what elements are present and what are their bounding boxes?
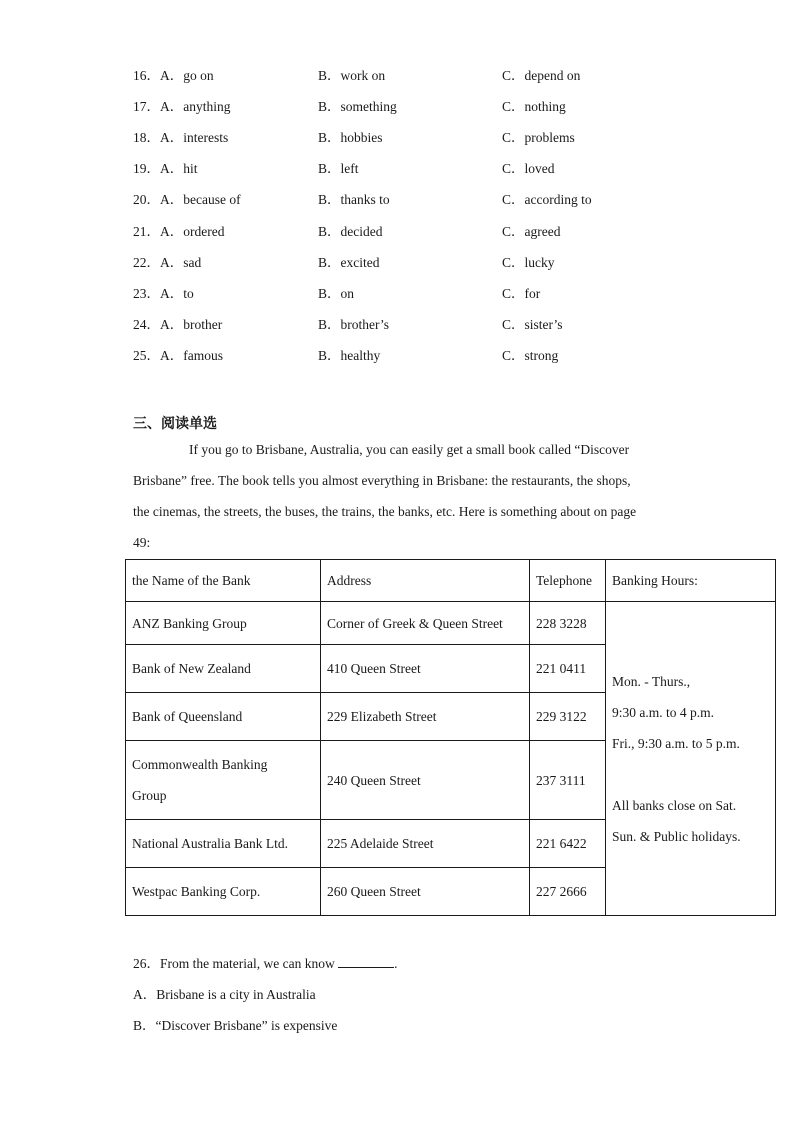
option-19-c: C．loved (502, 161, 555, 176)
hours-line-1: Mon. - Thurs., (612, 673, 691, 689)
option-row-18 (133, 128, 693, 148)
question-stem-text: 26．From the material, we can know (133, 956, 335, 971)
passage-line-4: 49: (133, 535, 151, 550)
option-17-b: B．something (318, 99, 397, 114)
hours-line-5: Sun. & Public holidays. (612, 828, 741, 844)
header-hours: Banking Hours: (606, 560, 776, 602)
bank-telephone: 229 3122 (530, 693, 606, 741)
question-stem-end: . (394, 956, 398, 971)
bank-address: 410 Queen Street (321, 645, 530, 693)
bank-name-line-2: Group (132, 788, 167, 803)
option-25-b: B．healthy (318, 348, 381, 363)
option-23-c: C．for (502, 286, 541, 301)
bank-name: Bank of New Zealand (126, 645, 321, 693)
hours-line-3: Fri., 9:30 a.m. to 5 p.m. (612, 735, 740, 751)
option-22-a: 22．A．sad (133, 255, 202, 270)
question-26-option-b: B．“Discover Brisbane” is expensive (133, 1018, 338, 1033)
option-20-a: 20．A．because of (133, 192, 241, 207)
option-row-16 (133, 66, 693, 86)
hours-line-2: 9:30 a.m. to 4 p.m. (612, 704, 714, 720)
bank-name: National Australia Bank Ltd. (126, 820, 321, 868)
table-row (126, 602, 776, 645)
option-23-a: 23．A．to (133, 286, 194, 301)
section-title: 三、阅读单选 (133, 416, 217, 432)
bank-name: Westpac Banking Corp. (126, 868, 321, 916)
option-20-b: B．thanks to (318, 192, 390, 207)
table-header-row (126, 560, 776, 602)
option-16-b: B．work on (318, 68, 386, 83)
option-18-c: C．problems (502, 130, 575, 145)
passage-line-1: If you go to Brisbane, Australia, you can easily get a small book called “Discover (189, 442, 630, 457)
option-16-c: C．depend on (502, 68, 581, 83)
header-telephone: Telephone (530, 560, 606, 602)
banking-hours (606, 602, 776, 916)
passage-line-3: the cinemas, the streets, the buses, the trains, the banks, etc. Here is something about on page (133, 504, 637, 519)
option-25-c: C．strong (502, 348, 559, 363)
question-26-option-a: A．Brisbane is a city in Australia (133, 987, 316, 1002)
option-row-24 (133, 315, 693, 335)
option-row-21 (133, 222, 693, 242)
bank-name-line-1: Commonwealth Banking (132, 757, 268, 772)
hours-gap (612, 759, 769, 790)
option-22-b: B．excited (318, 255, 380, 270)
option-16-a: 16．A．go on (133, 68, 214, 83)
option-row-23 (133, 284, 693, 304)
option-19-a: 19．A．hit (133, 161, 198, 176)
option-25-a: 25．A．famous (133, 348, 223, 363)
option-21-c: C．agreed (502, 224, 561, 239)
answer-blank (338, 954, 394, 968)
bank-telephone: 221 6422 (530, 820, 606, 868)
option-18-b: B．hobbies (318, 130, 383, 145)
option-row-22 (133, 253, 693, 273)
bank-name: Bank of Queensland (126, 693, 321, 741)
bank-address: 240 Queen Street (321, 741, 530, 820)
option-24-b: B．brother’s (318, 317, 389, 332)
header-name: the Name of the Bank (126, 560, 321, 602)
option-row-17 (133, 97, 693, 117)
bank-telephone: 227 2666 (530, 868, 606, 916)
option-19-b: B．left (318, 161, 359, 176)
option-24-a: 24．A．brother (133, 317, 223, 332)
option-23-b: B．on (318, 286, 355, 301)
bank-address: Corner of Greek & Queen Street (321, 602, 530, 645)
bank-address: 260 Queen Street (321, 868, 530, 916)
option-21-b: B．decided (318, 224, 383, 239)
option-row-20 (133, 190, 693, 210)
bank-table (125, 559, 776, 916)
bank-name: ANZ Banking Group (126, 602, 321, 645)
bank-name (126, 741, 321, 820)
option-24-c: C．sister’s (502, 317, 563, 332)
option-20-c: C．according to (502, 192, 592, 207)
passage-line-2: Brisbane” free. The book tells you almost everything in Brisbane: the restaurants, the shops, (133, 473, 631, 488)
option-row-25 (133, 346, 693, 366)
bank-telephone: 228 3228 (530, 602, 606, 645)
header-address: Address (321, 560, 530, 602)
option-22-c: C．lucky (502, 255, 555, 270)
question-26-stem (133, 954, 397, 974)
hours-line-4: All banks close on Sat. (612, 797, 737, 813)
option-18-a: 18．A．interests (133, 130, 229, 145)
option-21-a: 21．A．ordered (133, 224, 225, 239)
option-17-c: C．nothing (502, 99, 566, 114)
bank-address: 225 Adelaide Street (321, 820, 530, 868)
option-row-19 (133, 159, 693, 179)
bank-telephone: 237 3111 (530, 741, 606, 820)
bank-telephone: 221 0411 (530, 645, 606, 693)
option-17-a: 17．A．anything (133, 99, 231, 114)
bank-address: 229 Elizabeth Street (321, 693, 530, 741)
